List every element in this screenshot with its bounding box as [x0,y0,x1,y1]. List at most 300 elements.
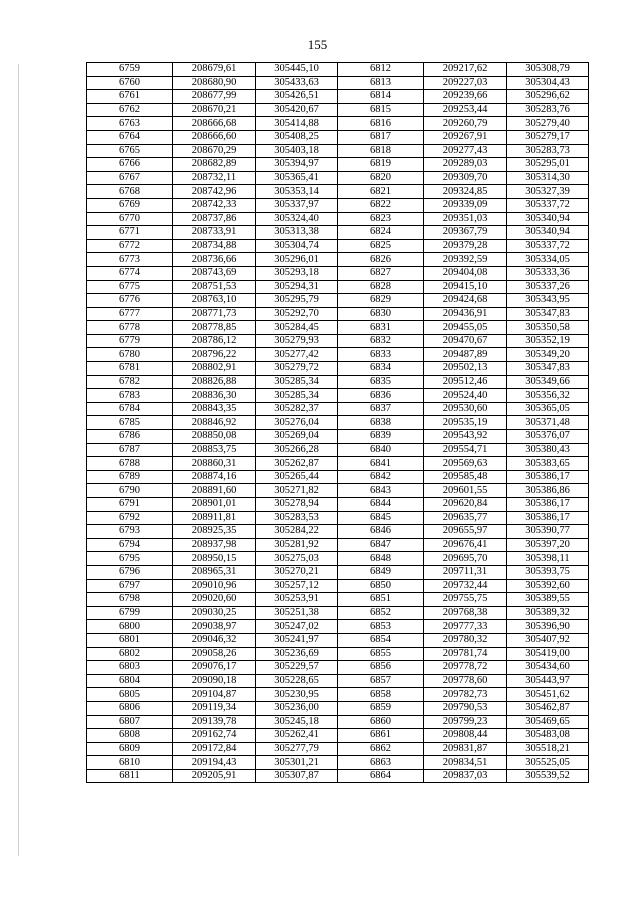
point-number-cell: 6831 [338,321,424,335]
y-coordinate-cell: 305257,12 [256,579,338,593]
y-coordinate-cell: 305393,75 [507,565,589,579]
table-row [87,742,589,756]
x-coordinate-cell: 209309,70 [424,171,507,185]
y-coordinate-cell: 305398,11 [507,552,589,566]
y-coordinate-cell: 305294,31 [256,280,338,294]
table-row [87,63,589,77]
x-coordinate-cell: 208836,30 [173,389,256,403]
point-number-cell: 6775 [87,280,173,294]
y-coordinate-cell: 305271,82 [256,484,338,498]
x-coordinate-cell: 208965,31 [173,565,256,579]
table-row [87,253,589,267]
x-coordinate-cell: 209404,08 [424,266,507,280]
table-row [87,76,589,90]
point-number-cell: 6833 [338,348,424,362]
x-coordinate-cell: 209569,63 [424,457,507,471]
x-coordinate-cell: 209267,91 [424,130,507,144]
point-number-cell: 6846 [338,525,424,539]
y-coordinate-cell: 305304,74 [256,239,338,253]
x-coordinate-cell: 209768,38 [424,606,507,620]
x-coordinate-cell: 208737,86 [173,212,256,226]
y-coordinate-cell: 305236,69 [256,647,338,661]
table-row [87,171,589,185]
x-coordinate-cell: 208751,53 [173,280,256,294]
x-coordinate-cell: 209601,55 [424,484,507,498]
y-coordinate-cell: 305262,87 [256,457,338,471]
y-coordinate-cell: 305296,01 [256,253,338,267]
x-coordinate-cell: 209470,67 [424,334,507,348]
point-number-cell: 6837 [338,402,424,416]
point-number-cell: 6806 [87,701,173,715]
y-coordinate-cell: 305253,91 [256,593,338,607]
point-number-cell: 6848 [338,552,424,566]
y-coordinate-cell: 305397,20 [507,538,589,552]
x-coordinate-cell: 209502,13 [424,362,507,376]
point-number-cell: 6842 [338,470,424,484]
x-coordinate-cell: 209808,44 [424,729,507,743]
coordinates-table [86,62,589,783]
point-number-cell: 6773 [87,253,173,267]
y-coordinate-cell: 305334,05 [507,253,589,267]
table-row [87,756,589,770]
x-coordinate-cell: 209781,74 [424,647,507,661]
x-coordinate-cell: 209090,18 [173,674,256,688]
point-number-cell: 6784 [87,402,173,416]
y-coordinate-cell: 305349,20 [507,348,589,362]
x-coordinate-cell: 209046,32 [173,633,256,647]
point-number-cell: 6763 [87,117,173,131]
x-coordinate-cell: 209289,03 [424,158,507,172]
x-coordinate-cell: 209436,91 [424,307,507,321]
x-coordinate-cell: 209217,62 [424,63,507,77]
y-coordinate-cell: 305383,65 [507,457,589,471]
table-row [87,280,589,294]
x-coordinate-cell: 209487,89 [424,348,507,362]
y-coordinate-cell: 305313,38 [256,226,338,240]
point-number-cell: 6769 [87,198,173,212]
table-row [87,593,589,607]
x-coordinate-cell: 209790,53 [424,701,507,715]
x-coordinate-cell: 208677,99 [173,90,256,104]
y-coordinate-cell: 305407,92 [507,633,589,647]
x-coordinate-cell: 209010,96 [173,579,256,593]
x-coordinate-cell: 209351,03 [424,212,507,226]
x-coordinate-cell: 209635,77 [424,511,507,525]
point-number-cell: 6802 [87,647,173,661]
page-number: 155 [307,37,328,52]
x-coordinate-cell: 208778,85 [173,321,256,335]
x-coordinate-cell: 209415,10 [424,280,507,294]
point-number-cell: 6799 [87,606,173,620]
y-coordinate-cell: 305389,32 [507,606,589,620]
x-coordinate-cell: 209162,74 [173,729,256,743]
y-coordinate-cell: 305276,04 [256,416,338,430]
x-coordinate-cell: 209834,51 [424,756,507,770]
x-coordinate-cell: 209777,33 [424,620,507,634]
y-coordinate-cell: 305434,60 [507,661,589,675]
y-coordinate-cell: 305396,90 [507,620,589,634]
point-number-cell: 6760 [87,76,173,90]
point-number-cell: 6788 [87,457,173,471]
x-coordinate-cell: 209076,17 [173,661,256,675]
point-number-cell: 6857 [338,674,424,688]
point-number-cell: 6811 [87,769,173,783]
x-coordinate-cell: 208911,81 [173,511,256,525]
table-row [87,620,589,634]
point-number-cell: 6790 [87,484,173,498]
x-coordinate-cell: 208846,92 [173,416,256,430]
y-coordinate-cell: 305408,25 [256,130,338,144]
table-row [87,661,589,675]
x-coordinate-cell: 209324,85 [424,185,507,199]
x-coordinate-cell: 209711,31 [424,565,507,579]
x-coordinate-cell: 208860,31 [173,457,256,471]
y-coordinate-cell: 305295,01 [507,158,589,172]
y-coordinate-cell: 305277,79 [256,742,338,756]
x-coordinate-cell: 208679,61 [173,63,256,77]
table-row [87,130,589,144]
point-number-cell: 6817 [338,130,424,144]
y-coordinate-cell: 305295,79 [256,294,338,308]
point-number-cell: 6800 [87,620,173,634]
y-coordinate-cell: 305352,19 [507,334,589,348]
y-coordinate-cell: 305277,42 [256,348,338,362]
y-coordinate-cell: 305282,37 [256,402,338,416]
x-coordinate-cell: 208734,88 [173,239,256,253]
x-coordinate-cell: 209455,05 [424,321,507,335]
y-coordinate-cell: 305337,72 [507,239,589,253]
table-row [87,647,589,661]
point-number-cell: 6809 [87,742,173,756]
table-row [87,212,589,226]
y-coordinate-cell: 305426,51 [256,90,338,104]
table-row [87,457,589,471]
y-coordinate-cell: 305337,72 [507,198,589,212]
table-row [87,498,589,512]
x-coordinate-cell: 209239,66 [424,90,507,104]
y-coordinate-cell: 305284,45 [256,321,338,335]
point-number-cell: 6812 [338,63,424,77]
point-number-cell: 6855 [338,647,424,661]
y-coordinate-cell: 305343,95 [507,294,589,308]
point-number-cell: 6777 [87,307,173,321]
point-number-cell: 6836 [338,389,424,403]
point-number-cell: 6805 [87,688,173,702]
x-coordinate-cell: 209119,34 [173,701,256,715]
x-coordinate-cell: 209554,71 [424,443,507,457]
y-coordinate-cell: 305347,83 [507,307,589,321]
y-coordinate-cell: 305376,07 [507,430,589,444]
y-coordinate-cell: 305365,41 [256,171,338,185]
point-number-cell: 6834 [338,362,424,376]
y-coordinate-cell: 305296,62 [507,90,589,104]
point-number-cell: 6807 [87,715,173,729]
x-coordinate-cell: 209058,26 [173,647,256,661]
y-coordinate-cell: 305443,97 [507,674,589,688]
point-number-cell: 6798 [87,593,173,607]
y-coordinate-cell: 305539,52 [507,769,589,783]
point-number-cell: 6778 [87,321,173,335]
point-number-cell: 6858 [338,688,424,702]
table-row [87,688,589,702]
point-number-cell: 6861 [338,729,424,743]
x-coordinate-cell: 208937,98 [173,538,256,552]
y-coordinate-cell: 305251,38 [256,606,338,620]
y-coordinate-cell: 305283,53 [256,511,338,525]
x-coordinate-cell: 209205,91 [173,769,256,783]
x-coordinate-cell: 208680,90 [173,76,256,90]
table-row [87,674,589,688]
table-row [87,402,589,416]
point-number-cell: 6820 [338,171,424,185]
y-coordinate-cell: 305414,88 [256,117,338,131]
table-row [87,117,589,131]
y-coordinate-cell: 305228,65 [256,674,338,688]
x-coordinate-cell: 208743,69 [173,266,256,280]
point-number-cell: 6787 [87,443,173,457]
y-coordinate-cell: 305340,94 [507,226,589,240]
point-number-cell: 6864 [338,769,424,783]
y-coordinate-cell: 305308,79 [507,63,589,77]
x-coordinate-cell: 208853,75 [173,443,256,457]
x-coordinate-cell: 209782,73 [424,688,507,702]
y-coordinate-cell: 305275,03 [256,552,338,566]
y-coordinate-cell: 305420,67 [256,103,338,117]
y-coordinate-cell: 305380,43 [507,443,589,457]
table-row [87,226,589,240]
point-number-cell: 6852 [338,606,424,620]
point-number-cell: 6774 [87,266,173,280]
x-coordinate-cell: 208796,22 [173,348,256,362]
x-coordinate-cell: 208925,35 [173,525,256,539]
x-coordinate-cell: 208786,12 [173,334,256,348]
y-coordinate-cell: 305245,18 [256,715,338,729]
point-number-cell: 6785 [87,416,173,430]
y-coordinate-cell: 305236,00 [256,701,338,715]
point-number-cell: 6853 [338,620,424,634]
point-number-cell: 6815 [338,103,424,117]
point-number-cell: 6841 [338,457,424,471]
x-coordinate-cell: 208891,60 [173,484,256,498]
table-row [87,443,589,457]
y-coordinate-cell: 305270,21 [256,565,338,579]
x-coordinate-cell: 208666,68 [173,117,256,131]
table-row [87,538,589,552]
point-number-cell: 6849 [338,565,424,579]
point-number-cell: 6824 [338,226,424,240]
y-coordinate-cell: 305279,40 [507,117,589,131]
x-coordinate-cell: 209260,79 [424,117,507,131]
y-coordinate-cell: 305265,44 [256,470,338,484]
x-coordinate-cell: 209778,72 [424,661,507,675]
x-coordinate-cell: 209038,97 [173,620,256,634]
table-row [87,484,589,498]
y-coordinate-cell: 305304,43 [507,76,589,90]
x-coordinate-cell: 209392,59 [424,253,507,267]
x-coordinate-cell: 208742,33 [173,198,256,212]
table-row [87,470,589,484]
x-coordinate-cell: 209778,60 [424,674,507,688]
table-row [87,362,589,376]
x-coordinate-cell: 209535,19 [424,416,507,430]
y-coordinate-cell: 305347,83 [507,362,589,376]
table-row [87,266,589,280]
x-coordinate-cell: 209676,41 [424,538,507,552]
x-coordinate-cell: 208670,29 [173,144,256,158]
y-coordinate-cell: 305350,58 [507,321,589,335]
point-number-cell: 6825 [338,239,424,253]
point-number-cell: 6779 [87,334,173,348]
table-row [87,294,589,308]
y-coordinate-cell: 305230,95 [256,688,338,702]
point-number-cell: 6818 [338,144,424,158]
point-number-cell: 6792 [87,511,173,525]
table-row [87,144,589,158]
y-coordinate-cell: 305340,94 [507,212,589,226]
y-coordinate-cell: 305353,14 [256,185,338,199]
point-number-cell: 6830 [338,307,424,321]
x-coordinate-cell: 209732,44 [424,579,507,593]
point-number-cell: 6862 [338,742,424,756]
y-coordinate-cell: 305307,87 [256,769,338,783]
point-number-cell: 6766 [87,158,173,172]
y-coordinate-cell: 305292,70 [256,307,338,321]
x-coordinate-cell: 208742,96 [173,185,256,199]
y-coordinate-cell: 305284,22 [256,525,338,539]
point-number-cell: 6819 [338,158,424,172]
y-coordinate-cell: 305386,17 [507,470,589,484]
point-number-cell: 6814 [338,90,424,104]
point-number-cell: 6850 [338,579,424,593]
table-row [87,606,589,620]
table-row [87,633,589,647]
y-coordinate-cell: 305327,39 [507,185,589,199]
y-coordinate-cell: 305324,40 [256,212,338,226]
point-number-cell: 6816 [338,117,424,131]
x-coordinate-cell: 209424,68 [424,294,507,308]
point-number-cell: 6768 [87,185,173,199]
point-number-cell: 6764 [87,130,173,144]
y-coordinate-cell: 305281,92 [256,538,338,552]
y-coordinate-cell: 305285,34 [256,375,338,389]
table-row [87,389,589,403]
x-coordinate-cell: 209695,70 [424,552,507,566]
table-row [87,552,589,566]
x-coordinate-cell: 208670,21 [173,103,256,117]
y-coordinate-cell: 305314,30 [507,171,589,185]
point-number-cell: 6863 [338,756,424,770]
point-number-cell: 6765 [87,144,173,158]
y-coordinate-cell: 305293,18 [256,266,338,280]
y-coordinate-cell: 305469,65 [507,715,589,729]
x-coordinate-cell: 209194,43 [173,756,256,770]
point-number-cell: 6808 [87,729,173,743]
y-coordinate-cell: 305392,60 [507,579,589,593]
x-coordinate-cell: 209512,46 [424,375,507,389]
point-number-cell: 6801 [87,633,173,647]
x-coordinate-cell: 209253,44 [424,103,507,117]
point-number-cell: 6845 [338,511,424,525]
point-number-cell: 6782 [87,375,173,389]
x-coordinate-cell: 209104,87 [173,688,256,702]
x-coordinate-cell: 208843,35 [173,402,256,416]
table-row [87,185,589,199]
y-coordinate-cell: 305394,97 [256,158,338,172]
x-coordinate-cell: 208682,89 [173,158,256,172]
table-row [87,525,589,539]
y-coordinate-cell: 305279,93 [256,334,338,348]
y-coordinate-cell: 305386,86 [507,484,589,498]
point-number-cell: 6838 [338,416,424,430]
point-number-cell: 6859 [338,701,424,715]
point-number-cell: 6827 [338,266,424,280]
y-coordinate-cell: 305247,02 [256,620,338,634]
point-number-cell: 6781 [87,362,173,376]
x-coordinate-cell: 209585,48 [424,470,507,484]
y-coordinate-cell: 305266,28 [256,443,338,457]
x-coordinate-cell: 209543,92 [424,430,507,444]
y-coordinate-cell: 305283,76 [507,103,589,117]
x-coordinate-cell: 208763,10 [173,294,256,308]
y-coordinate-cell: 305349,66 [507,375,589,389]
y-coordinate-cell: 305269,04 [256,430,338,444]
point-number-cell: 6840 [338,443,424,457]
y-coordinate-cell: 305337,97 [256,198,338,212]
x-coordinate-cell: 209227,03 [424,76,507,90]
point-number-cell: 6803 [87,661,173,675]
y-coordinate-cell: 305279,72 [256,362,338,376]
x-coordinate-cell: 209339,09 [424,198,507,212]
x-coordinate-cell: 208950,15 [173,552,256,566]
table-row [87,103,589,117]
table-row [87,90,589,104]
table-row [87,729,589,743]
point-number-cell: 6780 [87,348,173,362]
y-coordinate-cell: 305389,55 [507,593,589,607]
y-coordinate-cell: 305433,63 [256,76,338,90]
y-coordinate-cell: 305390,77 [507,525,589,539]
y-coordinate-cell: 305356,32 [507,389,589,403]
point-number-cell: 6794 [87,538,173,552]
x-coordinate-cell: 208771,73 [173,307,256,321]
x-coordinate-cell: 209655,97 [424,525,507,539]
point-number-cell: 6762 [87,103,173,117]
table-row [87,321,589,335]
table-row [87,375,589,389]
x-coordinate-cell: 209172,84 [173,742,256,756]
point-number-cell: 6793 [87,525,173,539]
point-number-cell: 6832 [338,334,424,348]
x-coordinate-cell: 208901,01 [173,498,256,512]
y-coordinate-cell: 305337,26 [507,280,589,294]
y-coordinate-cell: 305525,05 [507,756,589,770]
point-number-cell: 6761 [87,90,173,104]
point-number-cell: 6829 [338,294,424,308]
point-number-cell: 6796 [87,565,173,579]
point-number-cell: 6822 [338,198,424,212]
y-coordinate-cell: 305451,62 [507,688,589,702]
point-number-cell: 6797 [87,579,173,593]
y-coordinate-cell: 305386,17 [507,511,589,525]
x-coordinate-cell: 208733,91 [173,226,256,240]
point-number-cell: 6804 [87,674,173,688]
y-coordinate-cell: 305279,17 [507,130,589,144]
x-coordinate-cell: 209620,84 [424,498,507,512]
point-number-cell: 6767 [87,171,173,185]
x-coordinate-cell: 209139,78 [173,715,256,729]
y-coordinate-cell: 305419,00 [507,647,589,661]
y-coordinate-cell: 305445,10 [256,63,338,77]
